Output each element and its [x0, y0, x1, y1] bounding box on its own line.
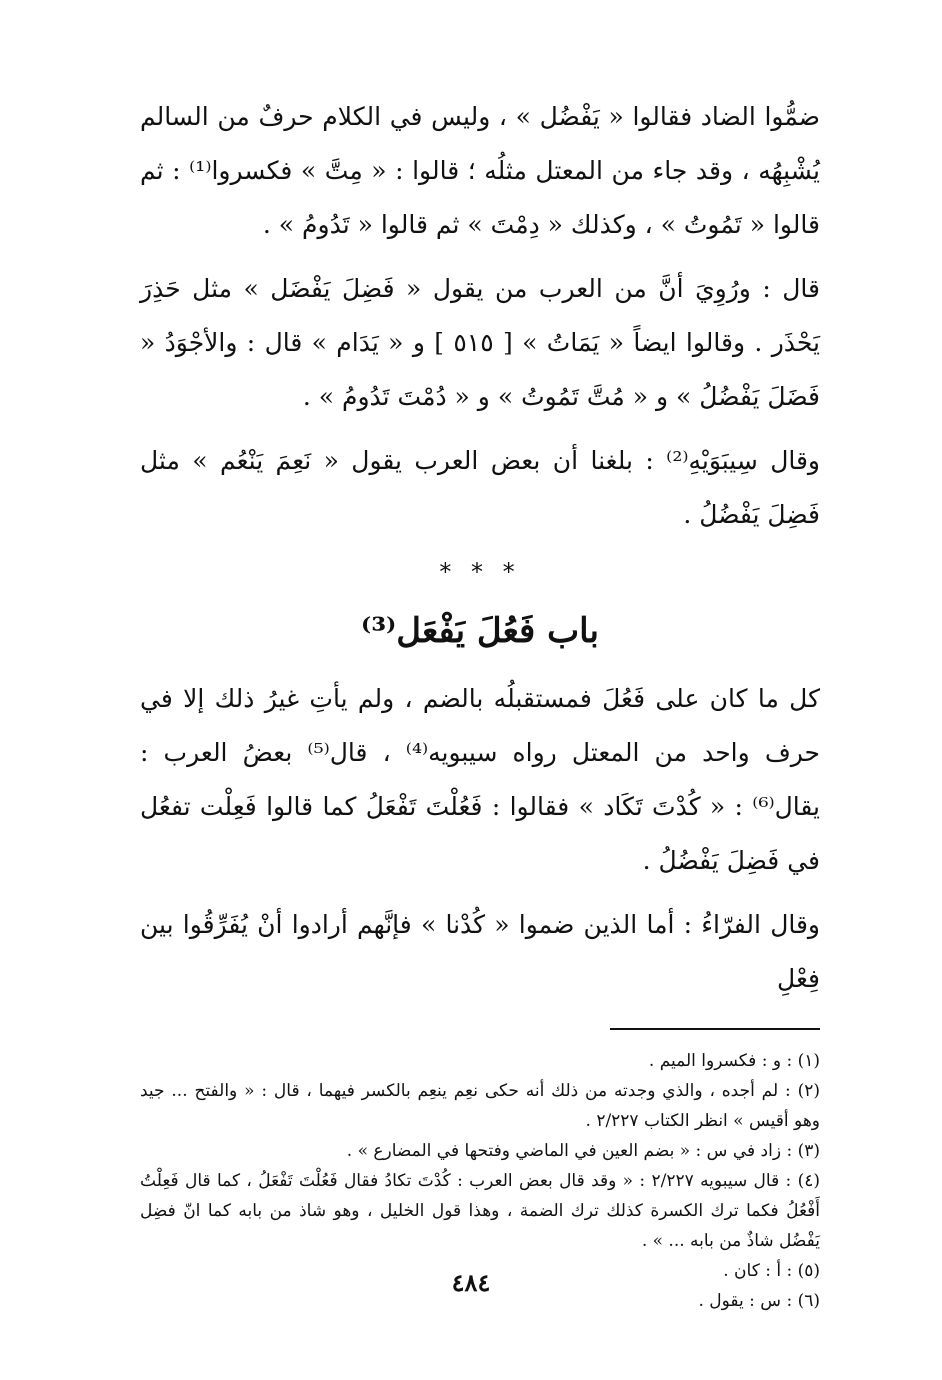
footnote-4: (٤) : قال سيبويه ٢/٢٢٧ : « وقد قال بعض العرب : كُدْتَ تكادُ فقال فَعُلْتَ تَفْعَلُ ، كما قال فَعِلْتُ أَفْعُلُ فكما ترك الكسرة كذلك ترك الضمة ، وهذا قول الخليل ، وهو شاذ من بابه كما انّ فضِل يَفْضُل شاذٌ من بابه ... » . — [140, 1171, 821, 1251]
paragraph-gap — [140, 424, 820, 434]
paragraph-gap — [140, 252, 820, 262]
paragraph-gap — [140, 888, 820, 898]
footnote-1: (١) : و : فكسروا الميم . — [648, 1051, 820, 1071]
footnote-3: (٣) : زاد في س : « بضم العين في الماضي وفتحها في المضارع » . — [346, 1141, 820, 1161]
footnote-divider — [610, 1028, 820, 1030]
page-number: ٤٨٤ — [451, 1268, 491, 1297]
paragraph-3: وقال سِيبَوَيْهِ⁽²⁾ : بلغنا أن بعض العرب يقول « نَعِمَ يَنْعُم » مثل فَضِلَ يَفْضُلُ . — [140, 446, 820, 529]
page-content — [140, 90, 820, 1316]
footnote-6: (٦) : س : يقول . — [698, 1291, 820, 1311]
footnote-5: (٥) : أ : كان . — [723, 1261, 820, 1281]
paragraph-4: كل ما كان على فَعُلَ فمستقبلُه بالضم ، ولم يأتِ غيرُ ذلك إلا في حرف واحد من المعتل رواه سيبويه⁽⁴⁾ ، قال⁽⁵⁾ بعضُ العرب : يقال⁽⁶⁾ : « كُدْتَ تَكَاد » فقالوا : فَعُلْتَ تَفْعَلُ كما قالوا فَعِلْت تفعُل في فَضِلَ يَفْضُلُ . — [140, 684, 820, 875]
paragraph-1: ضمُّوا الضاد فقالوا « يَفْضُل » ، وليس في الكلام حرفٌ من السالم يُشْبِهُه ، وقد جاء من المعتل مثلُه ؛ قالوا : « مِتَّ » فكسروا⁽¹⁾ : ثم قالوا « تَمُوتُ » ، وكذلك « دِمْتَ » ثم قالوا « تَدُومُ » . — [140, 102, 820, 239]
section-separator: * * * — [439, 558, 521, 586]
paragraph-2: قال : ورُوِيَ أنَّ من العرب من يقول « فَضِلَ يَفْضَل » مثل حَذِرَ يَحْذَر . وقالوا ايضاً « يَمَاتُ » [ ٥١٥ ] و « يَدَام » قال : والأجْوَدُ « فَضَلَ يَفْضُلُ » و « مُتَّ تَمُوتُ » و « دُمْتَ تَدُومُ » . — [140, 274, 820, 411]
paragraph-5: وقال الفرّاءُ : أما الذين ضموا « كُدْنا » فإنَّهم أرادوا أنْ يُفَرِّقُوا بين فِعْلِ — [140, 910, 820, 993]
footnote-2: (٢) : لم أجده ، والذي وجدته من ذلك أنه حكى نعِم ينعِم بالكسر فيهما ، قال : « والفتح ... جيد وهو أقيس » انظر الكتاب ٢/٢٢٧ . — [140, 1081, 820, 1131]
section-heading: باب فَعُلَ يَفْعَل⁽³⁾ — [361, 611, 599, 651]
